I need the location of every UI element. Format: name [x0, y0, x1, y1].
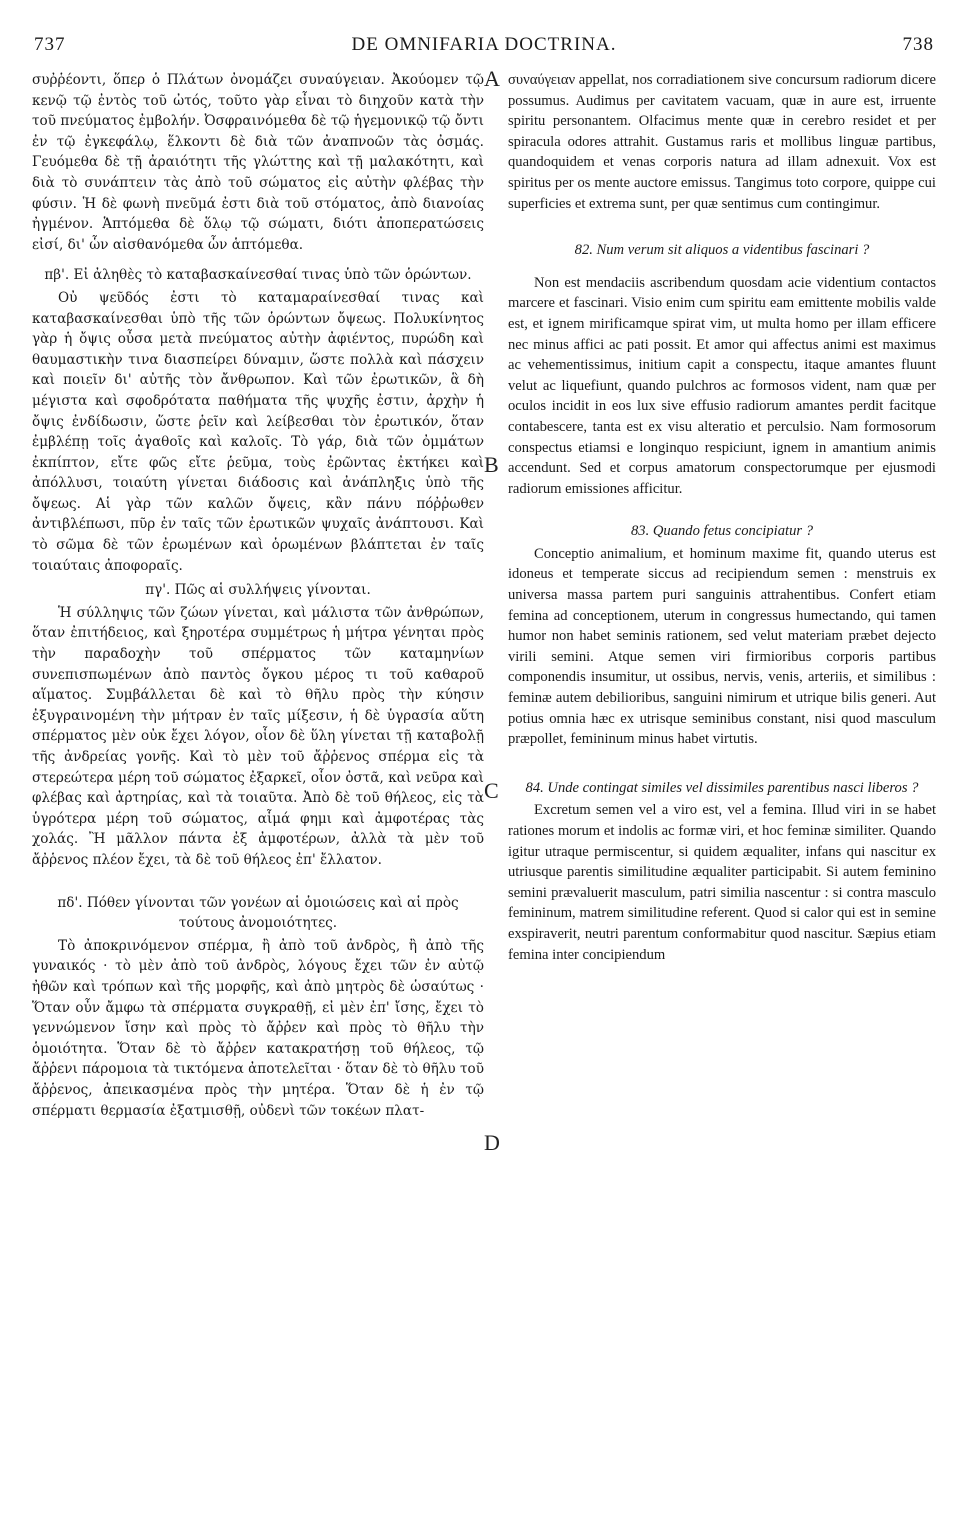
- latin-text-82: Non est mendaciis ascribendum quosdam acie videntium contactos marcere et fascinari. Visio enim cum spiritu eam emittente mobilis valde est, et ignem mirificamque spirat vim, ut multa homo per illam efficere nec minus affici ac pati possit. Et amor qui affectus animi est maximus ac vehementissimus, initium capit a conspectu, itaque amantes fluunt velut ac liquefiunt, quando pulchros ac formosos vident, nam quæ per oculos incidit in eos lux sive effusio radiorum amantes perdit facitque contabescere, tanta est ex visu alteratio et perculsio. Nam formosorum conspectus etiamsi e longinquo respiciunt, ignem in amantium animis accendunt. Sed et corpus amatorum conspectorumque per ejusmodi radiorum emissiones afficitur.: [508, 274, 936, 497]
- greek-column: [32, 70, 484, 1121]
- greek-text-82: Οὐ ψεῦδός ἐστι τὸ καταμαραίνεσθαί τινας καὶ καταβασκαίνεσθαι ὑπὸ τῆς τῶν ὁρώντων ὄψεως. Πολυκίνητος γὰρ ἡ ὄψις οὖσα μετὰ πνεύματος αὐτὴν ἀφιέντος, πυρώδη καὶ θαυμαστικὴν τινα διασπείρει δύναμιν, ὥστε πολλὰ καὶ πάσχειν καὶ ποιεῖν δι' αὐτῆς τὸν ἄνθρωπον. Καὶ τῶν ἐρωτικῶν, ἃ δὴ μέγιστα καὶ σφοδρότατα παθήματα τῆς ψυχῆς ἐστιν, ἀρχὴν ἡ ὄψις ἐνδίδωσιν, ὥστε ῥεῖν καὶ λείβεσθαι τὸν ἐρωτικόν, ὅταν ἐμβλέπῃ τοῖς ἀγαθοῖς καὶ καλοῖς. Τὸ γάρ, διὰ τῶν ὀμμάτων ἐκπίπτον, εἴτε φῶς εἴτε ῥεῦμα, τοὺς ἐρῶντας ἐκτήκει καὶ ἀπόλλυσι, τοιαύτη γίνεται διάδοσις καὶ ἀνάπληξις ὑπὸ τῆς ὄψεως. Αἱ γὰρ τῶν καλῶν ὄψεις, κἂν πάνυ πόῤῥωθεν ἀντιβλέπωσι, πῦρ ἐν ταῖς τῶν ἐρωτικῶν ψυχαῖς ἀνάπτουσι. Καὶ τὸ σῶμα δὲ τῶν ἐρωμένων καὶ ὁρωμένων βλάπτεται ἐν ταῖς τοιαύταις ἀποφοραῖς.: [32, 289, 484, 574]
- page-number-left: 737: [34, 34, 66, 55]
- latin-heading-82: 82. Num verum sit aliquos a videntibus fascinari ?: [574, 242, 870, 259]
- margin-marker-a: A: [484, 66, 500, 91]
- latin-text-senses: συναύγειαν appellat, nos corradiationem sive concursum radiorum dicere possumus. Audimus per cavitatem vacuam, quæ in aure est, irruente spiritu personantem. Olfacimus mente quæ in cerebro residet et per spiracula odores attrahit. Gustamus raris et mollibus linguæ partibus, quandoquidem et venas corporis natura ad illam adnexuit. Vox est spiritus per os mente auctore emissus. Tangimus toto corpore, quippe cui superficies et extrema sunt, per quæ sentimus cum contingimur.: [508, 72, 936, 212]
- margin-marker-c: C: [484, 778, 499, 803]
- page-number-right: 738: [902, 34, 934, 55]
- latin-heading-83: 83. Quando fetus concipiatur ?: [630, 523, 813, 540]
- latin-text-84: Excretum semen vel a viro est, vel a femina. Illud viri in se habet rationes morum et indolis ac formæ viri, et hoc feminæ similiter. Quando igitur utraque permiscentur, si quidem æqualiter, infans qui nascitur ex utriusque parentis similitudine æqualiter participabit. Si autem feminino semini prævaluerit masculum, patri similia nascentur : si contra masculo femininum, matrem similitudine referent. Quod si calor qui est in semine exspiraverit, neutri parentum conformabitur quod nascitur. Sæpius etiam femina inter concipiendum: [508, 802, 936, 963]
- greek-heading-83: πγ'. Πῶς αἱ συλλήψεις γίνονται.: [145, 582, 371, 599]
- margin-marker-b: B: [484, 452, 499, 477]
- greek-text-83: Ἡ σύλληψις τῶν ζώων γίνεται, καὶ μάλιστα τῶν ἀνθρώπων, ὅταν ἐπιτήδειος, καὶ ξηροτέρα συμμέτρως ἡ μήτρα γένηται πρὸς τὴν παραδοχὴν τοῦ σπέρματος τῶν καταμηνίων συνεπισπωμένων ἀπὸ παντὸς ὄγκου μέρος τι τοῦ καθαροῦ αἵματος. Συμβάλλεται δὲ καὶ τὸ θῆλυ πρὸς τὴν κύησιν ἐξυγραινομένη τὴν μήτραν ἐν ταῖς μίξεσιν, ἡ δὲ ὑγρασία αὕτη σπέρματος μὲν οὐκ ἔχει λόγον, οἷον δὲ ὕλη γίνεται τῇ καταβολῇ τῆς ἀνδρείας γονῆς. Καὶ τὸ μὲν τοῦ ἄῤῥενος σπέρμα εἰς τὰ στερεώτερα μέρη τοῦ σώματος ἐξαρκεῖ, οἷον ὀστᾶ, καὶ νεῦρα καὶ φλέβας καὶ ἀρτηρίας, καὶ τὰ τοιαῦτα. Ἀπὸ δὲ τοῦ θήλεος, εἰς τὰ ὑγρότερα μέρη τοῦ σώματος, αἷμά φημι καὶ ἀμφοτέρας τὰς χολάς. Ἢ μᾶλλον πάντα ἐξ ἀμφοτέρων, ἀλλὰ τὰ μὲν τοῦ ἄῤῥενος πλέον ἔχει, τὰ δὲ τοῦ θήλεος ἐπ' ἔλλατον.: [32, 604, 484, 868]
- running-title: DE OMNIFARIA DOCTRINA.: [351, 34, 617, 55]
- greek-heading-84: πδ'. Πόθεν γίνονται τῶν γονέων αἱ ὁμοιώσεις καὶ αἱ πρὸς τούτους ἀνομοιότητες.: [57, 894, 459, 932]
- latin-text-83: Conceptio animalium, et hominum maxime fit, quando uterus est idoneus et temperate siccus ad recipiendum semen : menstruis ex universa massa partem puri sanguinis attrahentibus. Confert etiam femina ad conceptionem, uterum in congressus humectando, qui tamen humor non habet seminis rationem, sed velut materiam præbet dejecto virili semini. Atque semen viri firmioribus corporis partibus componendis insumitur, ut ossibus, nervis, venis, arteriis, et similibus : feminæ autem debilioribus, sanguini nimirum et utrique bilis generi. Aut potius omnia hæc ex utrisque seminibus constant, nisi quod masculum præpollet, femininum minus habet virtutis.: [508, 545, 936, 748]
- running-header: [32, 34, 936, 60]
- latin-heading-84: 84. Unde contingat similes vel dissimiles parentibus nasci liberos ?: [525, 779, 919, 796]
- greek-heading-82: πβ'. Εἰ ἀληθὲς τὸ καταβασκαίνεσθαί τινας ὑπὸ τῶν ὁρώντων.: [44, 267, 472, 284]
- margin-marker-d: D: [484, 1130, 500, 1155]
- greek-text-84: Τὸ ἀποκρινόμενον σπέρμα, ἢ ἀπὸ τοῦ ἀνδρὸς, ἢ ἀπὸ τῆς γυναικός · τὸ μὲν ἀπὸ τοῦ ἀνδρὸς, λόγους ἔχει τῶν ἐν αὐτῷ ἠθῶν καὶ τρόπων καὶ τῆς μορφῆς, καὶ ἀπὸ μητρὸς δὲ ὡσαύτως · Ὅταν οὖν ἄμφω τὰ σπέρματα συγκραθῇ, εἰ μὲν ἐπ' ἴσης, ἔχει τὸ γεννώμενον ἴσην καὶ πρὸς τὸ ἄῤῥεν καὶ πρὸς τὸ θῆλυ τὴν ὁμοιότητα. Ὅταν δὲ τὸ ἄῤῥεν κατακρατήσῃ τοῦ θήλεος, τῷ ἄῤῥενι πάρομοια τὰ τικτόμενα ἀποτελεῖται · ὅταν δὲ τὸ θῆλυ τοῦ ἄῤῥενος, ἀπεικασμένα πρὸς τὴν μητέρα. Ὅταν δὲ ἡ ἐν τῷ σπέρματι θερμασία ἐξατμισθῇ, οὐδενὶ τῶν τοκέων πλατ-: [32, 937, 484, 1119]
- greek-text-senses: συῤῥέοντι, ὅπερ ὁ Πλάτων ὀνομάζει συναύγειαν. Ἀκούομεν τῷ κενῷ τῷ ἐντὸς τοῦ ὠτός, τοῦτο γὰρ εἶναι τὸ διηχοῦν κατὰ τὴν τοῦ πνεύματος ἐμβολήν. Ὀσφραινόμεθα δὲ τῷ ἡγεμονικῷ τῷ ὄντι ἐν τῷ ἐγκεφάλῳ, ἕλκοντι δὲ διὰ τῶν ἀναπνοῶν τὰς ὀσμάς. Γευόμεθα δὲ τῇ ἀραιότητι τῆς γλώττης καὶ τῇ μαλακότητι, καὶ διὰ τὸ συνάπτειν τὰς ἀπὸ τοῦ σώματος εἰς αὐτὴν φλέβας τὴν φύσιν. Ἡ δὲ φωνὴ πνεῦμά ἐστι διὰ τοῦ στόματος, ἀπὸ διανοίας ἠγμένον. Ἁπτόμεθα δὲ ὅλῳ τῷ σώματι, διότι ἀποπερατώσεις εἰσί, δι' ὧν αἰσθανόμεθα ὧν ἁπτόμεθα.: [32, 72, 484, 253]
- latin-column: [508, 70, 936, 965]
